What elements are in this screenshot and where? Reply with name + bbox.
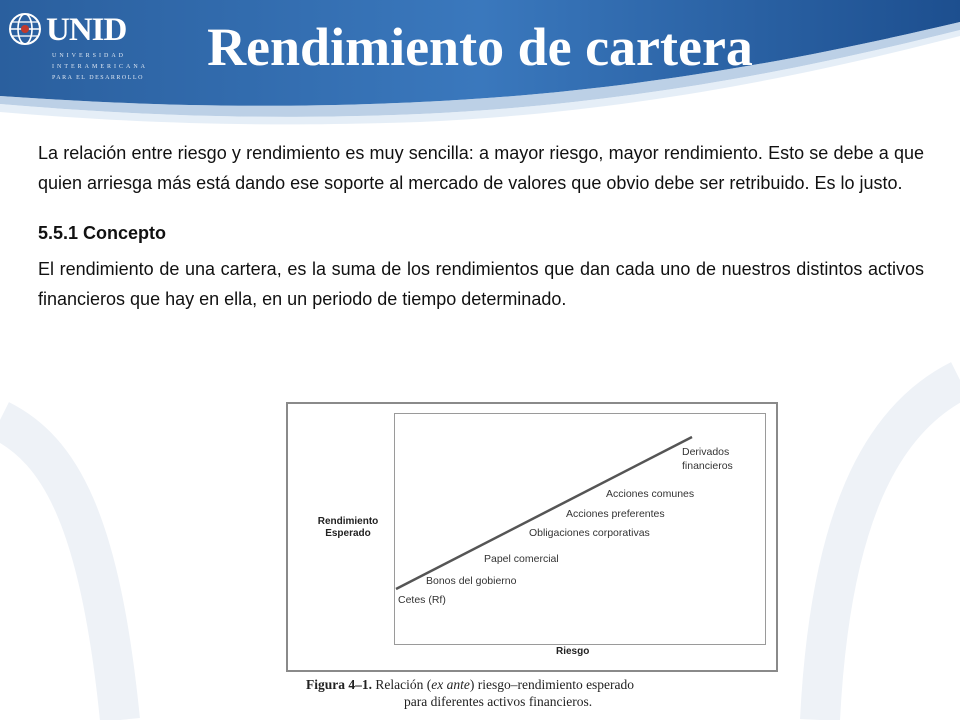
y-axis-label xyxy=(298,516,398,540)
caption-line-1 xyxy=(306,676,634,693)
label-financieros: financieros xyxy=(682,460,733,472)
label-papel: Papel comercial xyxy=(484,553,559,565)
logo-subtitle-3: PARA EL DESARROLLO xyxy=(52,75,144,81)
page-title: Rendimiento de cartera xyxy=(207,17,753,77)
logo-wordmark: UNID xyxy=(46,12,127,48)
label-cetes: Cetes (Rf) xyxy=(398,594,446,606)
label-obligaciones: Obligaciones corporativas xyxy=(529,527,650,539)
intro-paragraph: La relación entre riesgo y rendimiento es muy sencilla: a mayor riesgo, mayor rendimiento. Esto se debe a que quien arriesga más está dando ese soporte al mercado de valores que obvio debe ser retribuido. Es lo justo. xyxy=(38,143,924,193)
risk-return-figure xyxy=(286,402,776,720)
label-comunes: Acciones comunes xyxy=(606,488,695,500)
caption-text-a: Relación ( xyxy=(375,677,432,692)
caption-italic: ex ante xyxy=(431,677,470,692)
header-banner xyxy=(0,0,960,130)
label-preferentes: Acciones preferentes xyxy=(566,508,665,520)
caption-line-2: para diferentes activos financieros. xyxy=(404,694,593,709)
figure-caption xyxy=(306,676,634,710)
globe-icon xyxy=(8,12,42,46)
unid-logo xyxy=(8,12,148,82)
label-derivados: Derivados xyxy=(682,446,730,458)
y-axis-label-1: Rendimiento xyxy=(317,516,379,527)
logo-subtitle-1: UNIVERSIDAD xyxy=(52,53,126,59)
x-axis-label: Riesgo xyxy=(556,646,590,657)
y-axis-label-2: Esperado xyxy=(325,528,371,539)
section-heading: 5.5.1 Concepto xyxy=(38,223,167,243)
label-bonos: Bonos del gobierno xyxy=(426,575,517,587)
caption-text-b: ) riesgo–rendimiento esperado xyxy=(469,677,635,692)
logo-subtitle-2: INTERAMERICANA xyxy=(52,64,148,70)
main-content xyxy=(38,138,924,314)
caption-figure-number: Figura 4–1. xyxy=(306,677,372,692)
concept-paragraph: El rendimiento de una cartera, es la suma de los rendimientos que dan cada uno de nuestros distintos activos financieros que hay en ella, en un periodo de tiempo determinado. xyxy=(38,259,924,309)
